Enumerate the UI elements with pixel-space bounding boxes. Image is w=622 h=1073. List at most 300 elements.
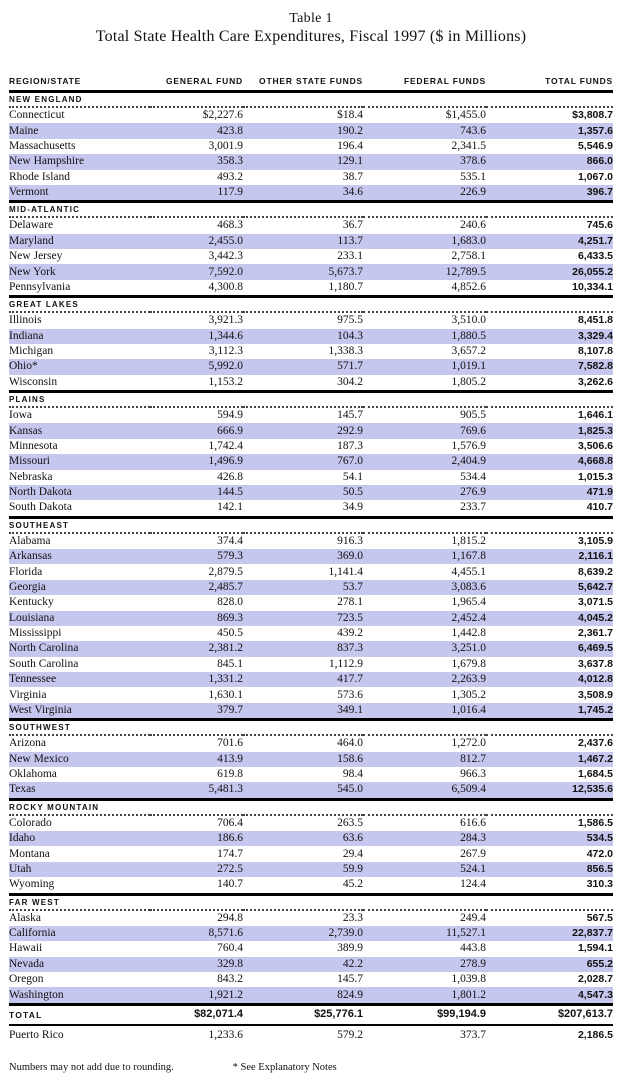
value-cell: 571.7 (243, 359, 363, 374)
value-cell: 358.3 (150, 154, 243, 169)
value-cell: 472.0 (586, 847, 613, 860)
value-cell: 145.7 (337, 973, 363, 986)
value-cell: 1,467.2 (486, 752, 613, 767)
value-cell: 426.8 (217, 470, 243, 483)
value-cell: 10,334.1 (572, 280, 613, 293)
value-cell: 1,921.2 (150, 987, 243, 1004)
value-cell: 1,965.4 (451, 596, 486, 609)
table-row (9, 185, 613, 202)
table-row (9, 987, 613, 1004)
value-cell: 8,639.2 (577, 565, 613, 578)
value-cell: 866.0 (486, 154, 613, 169)
table-row (9, 672, 613, 687)
value-cell: 278.9 (363, 957, 486, 972)
value-cell: 1,742.4 (208, 439, 243, 452)
value-cell: 42.2 (243, 957, 363, 972)
value-cell: 966.3 (460, 768, 486, 781)
value-cell: 174.7 (217, 847, 243, 860)
value-cell: 5,642.7 (486, 580, 613, 595)
value-cell: 535.1 (460, 170, 486, 183)
value-cell: 3,921.3 (208, 314, 243, 327)
value-cell: 1,153.2 (208, 375, 243, 388)
state-name: West Virginia (9, 703, 150, 720)
value-cell: 4,300.8 (208, 280, 243, 293)
state-name: Michigan (9, 345, 54, 358)
value-cell: 579.2 (337, 1029, 363, 1042)
value-cell: 53.7 (243, 580, 363, 595)
column-header: OTHER STATE FUNDS (243, 76, 363, 92)
total-value-cell: $25,776.1 (243, 1004, 363, 1025)
state-name: South Dakota (9, 501, 72, 514)
value-cell: 1,684.5 (577, 768, 613, 781)
value-cell: 294.8 (217, 911, 243, 924)
value-cell: 104.3 (243, 329, 363, 344)
value-cell: 423.8 (150, 123, 243, 138)
value-cell: 144.5 (150, 485, 243, 500)
region-header: ROCKY MOUNTAIN (9, 799, 613, 815)
value-cell: 450.5 (217, 627, 243, 640)
table-row (9, 407, 613, 423)
value-cell: 1,019.1 (363, 359, 486, 374)
value-cell: 619.8 (217, 768, 243, 781)
table-row (9, 703, 613, 720)
value-cell: 837.3 (243, 641, 363, 656)
value-cell: 701.6 (217, 737, 243, 750)
value-cell: 2,879.5 (208, 565, 243, 578)
value-cell: 2,758.1 (451, 250, 486, 263)
value-cell: 856.5 (486, 862, 613, 877)
table-row (9, 626, 613, 641)
value-cell: 3,329.4 (486, 329, 613, 344)
value-cell: 975.5 (337, 314, 363, 327)
state-name: Pennsylvania (9, 280, 71, 293)
state-name: Washington (9, 987, 150, 1004)
value-cell: 468.3 (217, 219, 243, 232)
value-cell: 389.9 (337, 942, 363, 955)
value-cell: 6,469.5 (486, 641, 613, 656)
table-row (9, 910, 613, 926)
value-cell: 22,837.7 (486, 926, 613, 941)
value-cell: 36.7 (342, 219, 363, 232)
region-header-row (9, 517, 613, 533)
value-cell: 1,815.2 (451, 534, 486, 547)
value-cell: 2,186.5 (577, 1029, 613, 1042)
state-name: Louisiana (9, 611, 150, 626)
value-cell: 4,251.7 (486, 234, 613, 249)
state-name: Utah (9, 862, 150, 877)
value-cell: 158.6 (243, 752, 363, 767)
state-name: Florida (9, 565, 43, 578)
state-name: Alabama (9, 534, 51, 547)
value-cell: 8,107.8 (577, 345, 613, 358)
state-name: Montana (9, 847, 50, 860)
region-header: MID-ATLANTIC (9, 202, 613, 218)
table-row (9, 139, 613, 154)
value-cell: 2,341.5 (451, 139, 486, 152)
value-cell: 471.9 (486, 485, 613, 500)
value-cell: 50.5 (243, 485, 363, 500)
value-cell: 12,789.5 (363, 264, 486, 279)
value-cell: 767.0 (243, 454, 363, 469)
table-row (9, 485, 613, 500)
state-name: Georgia (9, 580, 150, 595)
table-row (9, 123, 613, 138)
value-cell: 3,083.6 (363, 580, 486, 595)
value-cell: $18.4 (337, 109, 363, 122)
column-header: REGION/STATE (9, 76, 150, 92)
state-name: Iowa (9, 409, 32, 422)
value-cell: 2,437.6 (577, 737, 613, 750)
state-name: Delaware (9, 219, 54, 232)
value-cell: 1,576.9 (451, 439, 486, 452)
value-cell: 413.9 (150, 752, 243, 767)
value-cell: 4,045.2 (486, 611, 613, 626)
value-cell: 1,679.8 (451, 657, 486, 670)
value-cell: 824.9 (243, 987, 363, 1004)
table-row (9, 957, 613, 972)
value-cell: 272.5 (150, 862, 243, 877)
value-cell: 226.9 (363, 185, 486, 202)
value-cell: 534.4 (460, 470, 486, 483)
value-cell: 545.0 (243, 782, 363, 799)
region-header-row (9, 392, 613, 408)
value-cell: $2,227.6 (202, 109, 243, 122)
value-cell: 843.2 (217, 973, 243, 986)
expenditures-table (9, 76, 613, 1046)
value-cell: 3,262.6 (577, 375, 613, 388)
state-name: Arizona (9, 737, 47, 750)
column-header: TOTAL FUNDS (486, 76, 613, 92)
value-cell: 249.4 (460, 911, 486, 924)
value-cell: 410.7 (586, 501, 613, 514)
value-cell: 2,381.2 (150, 641, 243, 656)
region-header-row (9, 894, 613, 910)
value-cell: 98.4 (342, 768, 363, 781)
value-cell: 3,637.8 (577, 657, 613, 670)
state-name: Tennessee (9, 672, 150, 687)
value-cell: 1,805.2 (451, 375, 486, 388)
value-cell: 142.1 (217, 501, 243, 514)
region-header-row (9, 720, 613, 736)
state-name: Puerto Rico (9, 1029, 64, 1042)
table-number: Table 1 (289, 11, 333, 26)
value-cell: 63.6 (243, 831, 363, 846)
table-row (9, 359, 613, 374)
title-block (9, 10, 613, 47)
state-name: Wyoming (9, 878, 55, 891)
value-cell: 443.8 (460, 942, 486, 955)
value-cell: 26,055.2 (486, 264, 613, 279)
state-name: Oklahoma (9, 768, 57, 781)
value-cell: 38.7 (342, 170, 363, 183)
value-cell: 769.6 (363, 423, 486, 438)
state-name: North Carolina (9, 641, 150, 656)
value-cell: 1,344.6 (150, 329, 243, 344)
value-cell: 29.4 (342, 847, 363, 860)
value-cell: 6,509.4 (363, 782, 486, 799)
value-cell: 3,442.3 (208, 250, 243, 263)
table-row (9, 234, 613, 249)
state-name: Texas (9, 782, 150, 799)
state-name: Kentucky (9, 596, 54, 609)
state-name: Vermont (9, 185, 150, 202)
value-cell: 278.1 (337, 596, 363, 609)
value-cell: 2,361.7 (577, 627, 613, 640)
value-cell: 190.2 (243, 123, 363, 138)
value-cell: 1,357.6 (486, 123, 613, 138)
value-cell: 8,451.8 (577, 314, 613, 327)
table-row (9, 846, 613, 861)
state-name: New Jersey (9, 250, 63, 263)
value-cell: 1,594.1 (577, 942, 613, 955)
value-cell: 233.1 (337, 250, 363, 263)
value-cell: 34.9 (342, 501, 363, 514)
value-cell: 3,001.9 (208, 139, 243, 152)
value-cell: 2,404.9 (363, 454, 486, 469)
table-row (9, 641, 613, 656)
value-cell: 124.4 (460, 878, 486, 891)
table-row (9, 154, 613, 169)
value-cell: 349.1 (243, 703, 363, 720)
region-header-row (9, 202, 613, 218)
region-header-row (9, 799, 613, 815)
column-header-row (9, 76, 613, 92)
state-name: Colorado (9, 816, 52, 829)
table-row (9, 329, 613, 344)
value-cell: 1,015.3 (577, 470, 613, 483)
value-cell: 23.3 (342, 911, 363, 924)
region-header: FAR WEST (9, 894, 613, 910)
table-row (9, 533, 613, 549)
value-cell: 1,683.0 (363, 234, 486, 249)
value-cell: 439.2 (337, 627, 363, 640)
table-row (9, 735, 613, 751)
value-cell: 373.7 (460, 1029, 486, 1042)
value-cell: 7,582.8 (486, 359, 613, 374)
value-cell: 145.7 (337, 409, 363, 422)
value-cell: 7,592.0 (150, 264, 243, 279)
table-row (9, 815, 613, 831)
value-cell: 417.7 (243, 672, 363, 687)
table-row (9, 280, 613, 297)
value-cell: 573.6 (337, 688, 363, 701)
state-name: New York (9, 264, 150, 279)
region-header: SOUTHEAST (9, 517, 613, 533)
value-cell: 129.1 (243, 154, 363, 169)
total-value-cell: $207,613.7 (486, 1004, 613, 1025)
value-cell: 594.9 (217, 409, 243, 422)
value-cell: 1,272.0 (451, 737, 486, 750)
value-cell: 3,506.6 (577, 439, 613, 452)
value-cell: 6,433.5 (577, 250, 613, 263)
table-row (9, 454, 613, 469)
state-name: New Mexico (9, 752, 150, 767)
total-value-cell: $99,194.9 (363, 1004, 486, 1025)
value-cell: 2,452.4 (363, 611, 486, 626)
table-row (9, 611, 613, 626)
value-cell: 5,673.7 (243, 264, 363, 279)
table-row (9, 170, 613, 185)
table-row (9, 595, 613, 610)
value-cell: 3,508.9 (577, 688, 613, 701)
value-cell: 186.6 (150, 831, 243, 846)
table-row (9, 831, 613, 846)
table-row (9, 375, 613, 392)
value-cell: 4,852.6 (451, 280, 486, 293)
value-cell: 828.0 (217, 596, 243, 609)
value-cell: 1,016.4 (363, 703, 486, 720)
table-row (9, 564, 613, 579)
total-label: TOTAL (9, 1004, 150, 1025)
value-cell: 812.7 (363, 752, 486, 767)
footnotes (9, 1062, 613, 1073)
value-cell: 1,305.2 (451, 688, 486, 701)
table-body (9, 92, 613, 1046)
state-name: New Hampshire (9, 154, 150, 169)
value-cell: 845.1 (217, 657, 243, 670)
value-cell: 2,455.0 (150, 234, 243, 249)
value-cell: 5,481.3 (150, 782, 243, 799)
value-cell: 1,233.6 (208, 1029, 243, 1042)
value-cell: $3,808.7 (572, 109, 613, 122)
puerto-rico-row (9, 1025, 613, 1046)
total-row (9, 1004, 613, 1025)
state-name: North Dakota (9, 485, 150, 500)
state-name: Rhode Island (9, 170, 71, 183)
value-cell: 369.0 (243, 549, 363, 564)
footnote-explanatory: * See Explanatory Notes (232, 1061, 337, 1073)
value-cell: 292.9 (243, 423, 363, 438)
value-cell: 666.9 (150, 423, 243, 438)
state-name: Idaho (9, 831, 150, 846)
value-cell: 117.9 (150, 185, 243, 202)
table-row (9, 500, 613, 517)
value-cell: 1,801.2 (363, 987, 486, 1004)
table-row (9, 752, 613, 767)
value-cell: 2,028.7 (577, 973, 613, 986)
value-cell: 267.9 (460, 847, 486, 860)
value-cell: 4,455.1 (451, 565, 486, 578)
table-row (9, 344, 613, 359)
value-cell: 1,630.1 (208, 688, 243, 701)
value-cell: 2,263.9 (363, 672, 486, 687)
table-row (9, 423, 613, 438)
value-cell: 1,180.7 (328, 280, 363, 293)
value-cell: 5,992.0 (150, 359, 243, 374)
value-cell: 760.4 (217, 942, 243, 955)
value-cell: 1,880.5 (363, 329, 486, 344)
value-cell: 1,167.8 (363, 549, 486, 564)
region-header-row (9, 92, 613, 108)
state-name: California (9, 926, 150, 941)
value-cell: 534.5 (486, 831, 613, 846)
region-header-row (9, 297, 613, 313)
value-cell: 4,012.8 (486, 672, 613, 687)
value-cell: 4,668.8 (486, 454, 613, 469)
table-row (9, 470, 613, 485)
value-cell: 187.3 (337, 439, 363, 452)
value-cell: 140.7 (217, 878, 243, 891)
value-cell: 304.2 (337, 375, 363, 388)
table-row (9, 926, 613, 941)
state-name: Maryland (9, 234, 150, 249)
value-cell: 1,646.1 (577, 409, 613, 422)
value-cell: 196.4 (337, 139, 363, 152)
value-cell: 869.3 (150, 611, 243, 626)
state-name: Mississippi (9, 627, 62, 640)
state-name: Indiana (9, 329, 150, 344)
region-header: NEW ENGLAND (9, 92, 613, 108)
value-cell: 240.6 (460, 219, 486, 232)
table-row (9, 312, 613, 328)
value-cell: 524.1 (363, 862, 486, 877)
value-cell: 276.9 (363, 485, 486, 500)
state-name: Missouri (9, 454, 150, 469)
value-cell: 12,535.6 (486, 782, 613, 799)
table-row (9, 657, 613, 672)
value-cell: 45.2 (342, 878, 363, 891)
value-cell: 1,067.0 (577, 170, 613, 183)
value-cell: 2,485.7 (150, 580, 243, 595)
value-cell: 655.2 (486, 957, 613, 972)
total-value-cell: $82,071.4 (150, 1004, 243, 1025)
table-row (9, 862, 613, 877)
state-name: Minnesota (9, 439, 58, 452)
value-cell: 3,657.2 (451, 345, 486, 358)
column-header: FEDERAL FUNDS (363, 76, 486, 92)
value-cell: 3,251.0 (363, 641, 486, 656)
state-name: Nebraska (9, 470, 53, 483)
value-cell: 11,527.1 (363, 926, 486, 941)
value-cell: 5,546.9 (577, 139, 613, 152)
value-cell: 464.0 (337, 737, 363, 750)
value-cell: 723.5 (243, 611, 363, 626)
value-cell: 3,112.3 (208, 345, 243, 358)
value-cell: 54.1 (342, 470, 363, 483)
value-cell: 378.6 (363, 154, 486, 169)
value-cell: 263.5 (337, 816, 363, 829)
table-row (9, 264, 613, 279)
column-header: GENERAL FUND (150, 76, 243, 92)
table-row (9, 549, 613, 564)
value-cell: 1,039.8 (451, 973, 486, 986)
state-name: Ohio* (9, 359, 150, 374)
value-cell: 3,071.5 (577, 596, 613, 609)
table-row (9, 941, 613, 956)
table-row (9, 877, 613, 894)
table-row (9, 767, 613, 782)
table-row (9, 782, 613, 799)
value-cell: 34.6 (243, 185, 363, 202)
state-name: Connecticut (9, 109, 65, 122)
footnote-rounding: Numbers may not add due to rounding. (9, 1061, 174, 1073)
table-row (9, 687, 613, 702)
value-cell: 113.7 (243, 234, 363, 249)
value-cell: 2,739.0 (243, 926, 363, 941)
state-name: South Carolina (9, 657, 79, 670)
value-cell: 59.9 (243, 862, 363, 877)
value-cell: 1,496.9 (150, 454, 243, 469)
value-cell: 905.5 (460, 409, 486, 422)
value-cell: 1,442.8 (451, 627, 486, 640)
state-name: Massachusetts (9, 139, 76, 152)
value-cell: 1,825.3 (486, 423, 613, 438)
value-cell: 2,116.1 (486, 549, 613, 564)
value-cell: 706.4 (217, 816, 243, 829)
state-name: Virginia (9, 688, 47, 701)
value-cell: 4,547.3 (486, 987, 613, 1004)
value-cell: 1,338.3 (328, 345, 363, 358)
